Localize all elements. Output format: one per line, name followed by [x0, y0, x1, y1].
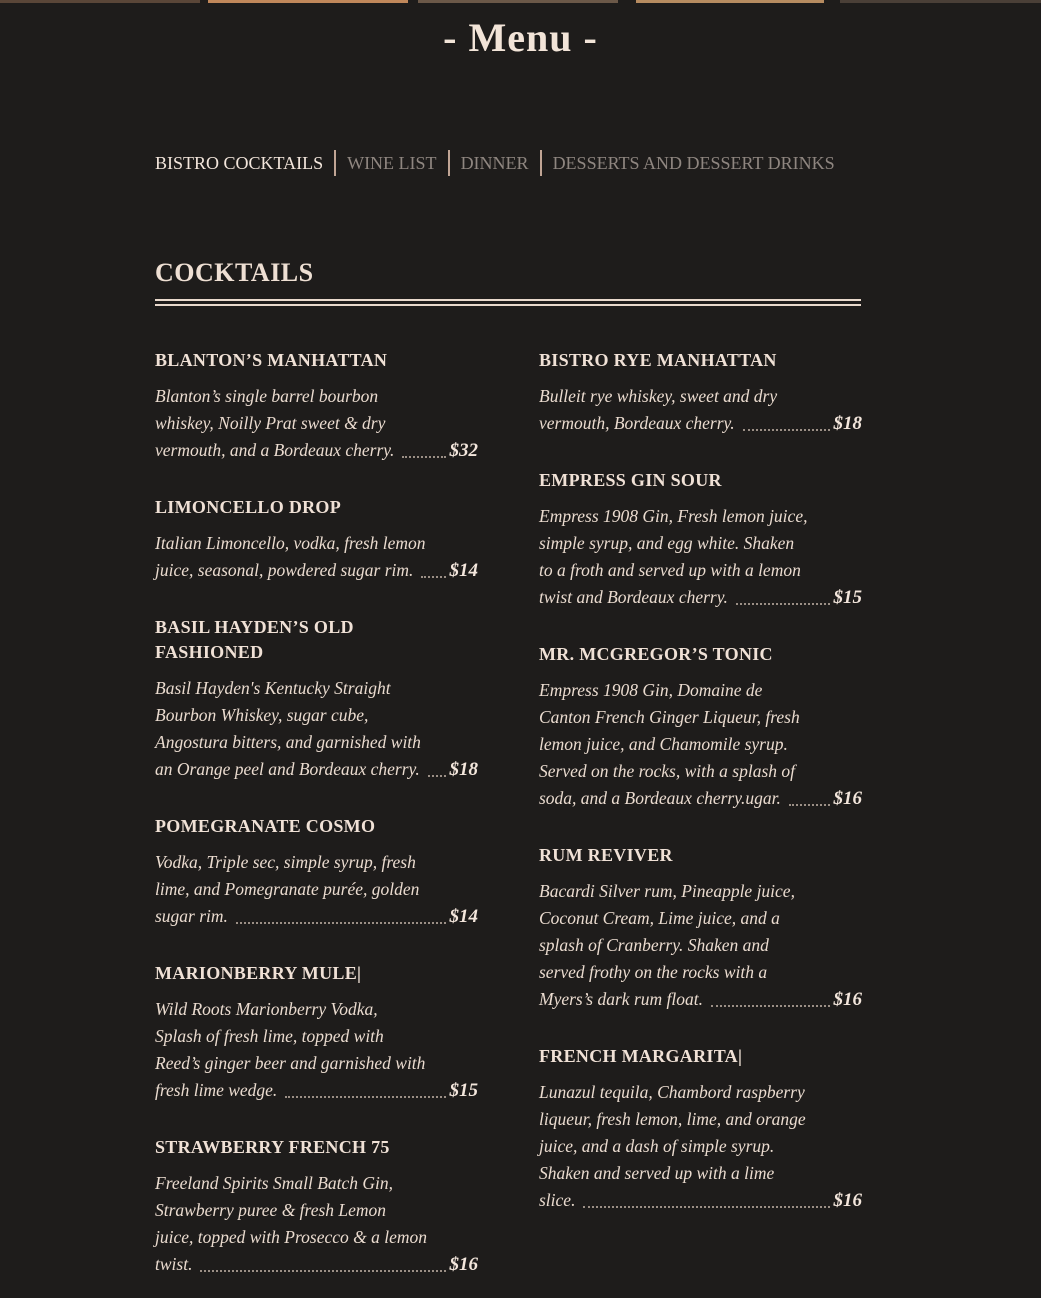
tab-desserts[interactable]: DESSERTS AND DESSERT DRINKS	[552, 152, 835, 173]
item-name: BISTRO RYE MANHATTAN	[539, 350, 777, 370]
price-leader	[583, 1206, 829, 1208]
item-price: $16	[833, 788, 862, 809]
item-name: LIMONCELLO DROP	[155, 497, 342, 517]
menu-item	[539, 468, 862, 611]
item-description: Wild Roots Marionberry Vodka, Splash of fresh lime, topped with Reed’s ginger beer and garnished with fresh lime wedge.	[155, 999, 426, 1100]
price-leader	[711, 1005, 830, 1007]
item-description: Empress 1908 Gin, Fresh lemon juice, simple syrup, and egg white. Shaken to a froth and served up with a lemon twist and Bordeaux cherry.	[539, 506, 808, 607]
menu-column-right	[539, 348, 862, 1245]
price-leader	[236, 922, 446, 924]
tab-bistro-cocktails[interactable]: BISTRO COCKTAILS	[155, 152, 324, 173]
item-price: $14	[449, 560, 478, 581]
item-price: $16	[449, 1254, 478, 1275]
item-name: POMEGRANATE COSMO	[155, 816, 376, 836]
menu-item	[155, 961, 478, 1104]
price-leader	[789, 804, 830, 806]
menu-column-left	[155, 348, 478, 1298]
item-name: RUM REVIVER	[539, 845, 673, 865]
price-leader	[200, 1270, 445, 1272]
item-name: EMPRESS GIN SOUR	[539, 470, 722, 490]
item-price: $15	[449, 1080, 478, 1101]
tab-wine-list[interactable]: WINE LIST	[347, 152, 437, 173]
item-description: Basil Hayden's Kentucky Straight Bourbon Whiskey, sugar cube, Angostura bitters, and garnished with an Orange peel and Bordeaux cherry.	[155, 678, 421, 779]
item-price: $16	[833, 1190, 862, 1211]
tab-divider	[448, 150, 450, 176]
item-description: Empress 1908 Gin, Domaine de Canton French Ginger Liqueur, fresh lemon juice, and Chamomile syrup. Served on the rocks, with a splash of soda, and a Bordeaux cherry.ugar.	[539, 680, 800, 808]
price-leader	[402, 456, 445, 458]
price-leader	[421, 576, 445, 578]
item-price: $14	[449, 906, 478, 927]
page-title: - Menu -	[443, 15, 598, 60]
item-description: Bulleit rye whiskey, sweet and dry vermouth, Bordeaux cherry.	[539, 386, 778, 433]
header-photo-strip	[0, 0, 1041, 3]
item-price: $16	[833, 989, 862, 1010]
menu-item	[539, 348, 862, 437]
price-leader	[428, 775, 446, 777]
item-name: BASIL HAYDEN’S OLD FASHIONED	[155, 617, 354, 662]
price-leader	[285, 1096, 445, 1098]
menu-item	[155, 814, 478, 930]
menu-item	[539, 843, 862, 1013]
menu-item	[539, 642, 862, 812]
item-name: STRAWBERRY FRENCH 75	[155, 1137, 390, 1157]
item-price: $15	[833, 587, 862, 608]
menu-tabs	[155, 149, 835, 177]
item-name: FRENCH MARGARITA|	[539, 1046, 743, 1066]
item-description: Italian Limoncello, vodka, fresh lemon juice, seasonal, powdered sugar rim.	[155, 533, 426, 580]
item-name: MARIONBERRY MULE|	[155, 963, 362, 983]
menu-item	[155, 348, 478, 464]
item-description: Blanton’s single barrel bourbon whiskey, Noilly Prat sweet & dry vermouth, and a Bordeaux cherry.	[155, 386, 395, 460]
menu-item	[155, 1135, 478, 1278]
item-description: Vodka, Triple sec, simple syrup, fresh lime, and Pomegranate purée, golden sugar rim.	[155, 852, 420, 926]
tab-dinner[interactable]: DINNER	[460, 152, 529, 173]
menu-item	[155, 615, 478, 783]
tab-divider	[540, 150, 542, 176]
menu-item	[539, 1044, 862, 1214]
item-description: Lunazul tequila, Chambord raspberry liqueur, fresh lemon, lime, and orange juice, and a dash of simple syrup. Shaken and served up with a lime slice.	[539, 1082, 806, 1210]
item-price: $32	[449, 440, 478, 461]
item-description: Bacardi Silver rum, Pineapple juice, Coconut Cream, Lime juice, and a splash of Cranberry. Shaken and served frothy on the rocks with a Myers’s dark rum float.	[539, 881, 795, 1009]
item-name: MR. MCGREGOR’S TONIC	[539, 644, 773, 664]
item-price: $18	[449, 759, 478, 780]
section-title: COCKTAILS	[155, 258, 314, 287]
price-leader	[736, 603, 830, 605]
item-name: BLANTON’S MANHATTAN	[155, 350, 388, 370]
section-divider	[155, 299, 861, 306]
price-leader	[743, 429, 830, 431]
item-price: $18	[833, 413, 862, 434]
item-description: Freeland Spirits Small Batch Gin, Strawberry puree & fresh Lemon juice, topped with Prosecco & a lemon twist.	[155, 1173, 428, 1274]
tab-divider	[334, 150, 336, 176]
menu-item	[155, 495, 478, 584]
